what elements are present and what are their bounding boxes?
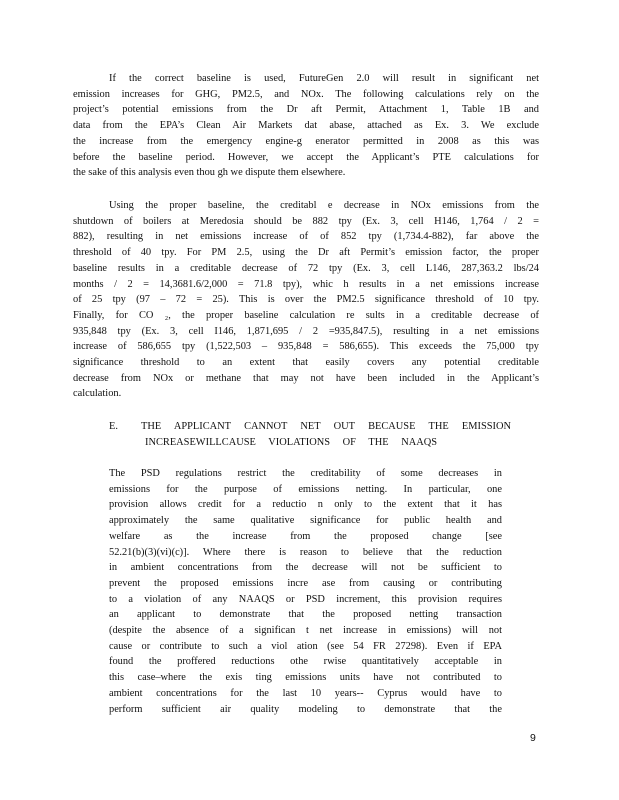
text-line: prevent the proposed emissions incre ase from causing or contributing xyxy=(109,577,502,589)
text-line: provision allows credit for a reductio n only to the extent that it has xyxy=(109,499,502,511)
text-line: baseline results in a creditable decrease of 72 tpy (Ex. 3, cell L146, 287,363.2 lbs/24 xyxy=(73,262,539,274)
text-line: perform sufficient air quality modeling to demonstrate that the xyxy=(109,703,502,715)
section-number: E. xyxy=(109,421,118,432)
text-line: ambient concentrations for the last 10 years-- Cyprus would have to xyxy=(109,687,502,699)
text-line: project’s potential emissions from the Dr aft Permit, Attachment 1, Table 1B and xyxy=(73,104,539,116)
text-line: months / 2 = 14,3681.6/2,000 = 71.8 tpy), whic h results in a net emissions increase xyxy=(73,278,539,290)
text-line: significance threshold to an extent that easily covers any potential creditable xyxy=(73,357,539,369)
section-heading xyxy=(109,419,511,450)
section-title-line-2: INCREASEWILLCAUSE VIOLATIONS OF THE NAAQS xyxy=(145,436,437,448)
text-line: to a violation of any NAAQS or PSD increment, this provision requires xyxy=(109,593,502,605)
page-number: 9 xyxy=(530,732,536,744)
paragraph-baseline-emissions xyxy=(73,71,539,181)
text-line: data from the EPA’s Clean Air Markets dat abase, attached as Ex. 3. We exclude xyxy=(73,120,539,132)
text-line: decrease from NOx or methane that may not have been included in the Applicant’s xyxy=(73,372,539,384)
text-line: welfare as the increase from the proposed change [see xyxy=(109,530,502,542)
text-line: Using the proper baseline, the creditabl e decrease in NOx emissions from the xyxy=(109,200,539,211)
text-line: increase of 586,655 tpy (1,522,503 – 935,848 = 586,655). This exceeds the 75,000 tpy xyxy=(73,341,539,353)
text-line: in ambient concentrations from the decrease will not be sufficient to xyxy=(109,562,502,574)
text-line: Finally, for CO ₂, the proper baseline calculation re sults in a creditable decrease of xyxy=(73,309,539,321)
text-line: the sake of this analysis even thou gh we dispute them elsewhere. xyxy=(73,167,346,179)
text-line: before the baseline period. However, we accept the Applicant’s PTE calculations for xyxy=(73,151,539,163)
text-line: approximately the same qualitative significance for public health and xyxy=(109,515,502,527)
text-line: (despite the absence of a significan t net increase in emissions) will not xyxy=(109,625,502,637)
text-line: cause or contribute to such a viol ation (see 54 FR 27298). Even if EPA xyxy=(109,640,502,652)
text-line: an applicant to demonstrate that the proposed netting transaction xyxy=(109,609,502,621)
text-line: 882), resulting in net emissions increase of of 852 tpy (1,734.4-882), far above the xyxy=(73,231,539,243)
section-title-line-1: THE APPLICANT CANNOT NET OUT BECAUSE THE EMISSION xyxy=(141,421,511,432)
text-line: If the correct baseline is used, FutureGen 2.0 will result in significant net xyxy=(109,73,539,84)
text-line: threshold of 40 tpy. For PM 2.5, using the Dr aft Permit’s emission factor, the proper xyxy=(73,247,539,259)
text-line: emission increases for GHG, PM2.5, and NOx. The following calculations rely on the xyxy=(73,88,539,100)
paragraph-psd-regulations xyxy=(109,466,502,717)
text-line: found the proffered reductions othe rwise quantitatively acceptable in xyxy=(109,656,502,668)
text-line: the increase from the emergency engine-g enerator permitted in 2008 as this was xyxy=(73,135,539,147)
text-line: 935,848 tpy (Ex. 3, cell I146, 1,871,695 / 2 =935,847.5), resulting in a net emissions xyxy=(73,325,539,337)
text-line: 52.21(b)(3)(vi)(c)]. Where there is reason to believe that the reduction xyxy=(109,546,502,558)
text-line: of 25 tpy (97 – 72 = 25). This is over the PM2.5 significance threshold of 10 tpy. xyxy=(73,294,539,306)
text-line: shutdown of boilers at Meredosia should be 882 tpy (Ex. 3, cell H146, 1,764 / 2 = xyxy=(73,215,539,227)
paragraph-creditable-decrease xyxy=(73,198,539,402)
text-line: this case–where the exis ting emissions units have not contributed to xyxy=(109,672,502,684)
text-line: The PSD regulations restrict the creditability of some decreases in xyxy=(109,468,502,479)
text-line: calculation. xyxy=(73,388,122,400)
text-line: emissions for the purpose of emissions netting. In particular, one xyxy=(109,483,502,495)
